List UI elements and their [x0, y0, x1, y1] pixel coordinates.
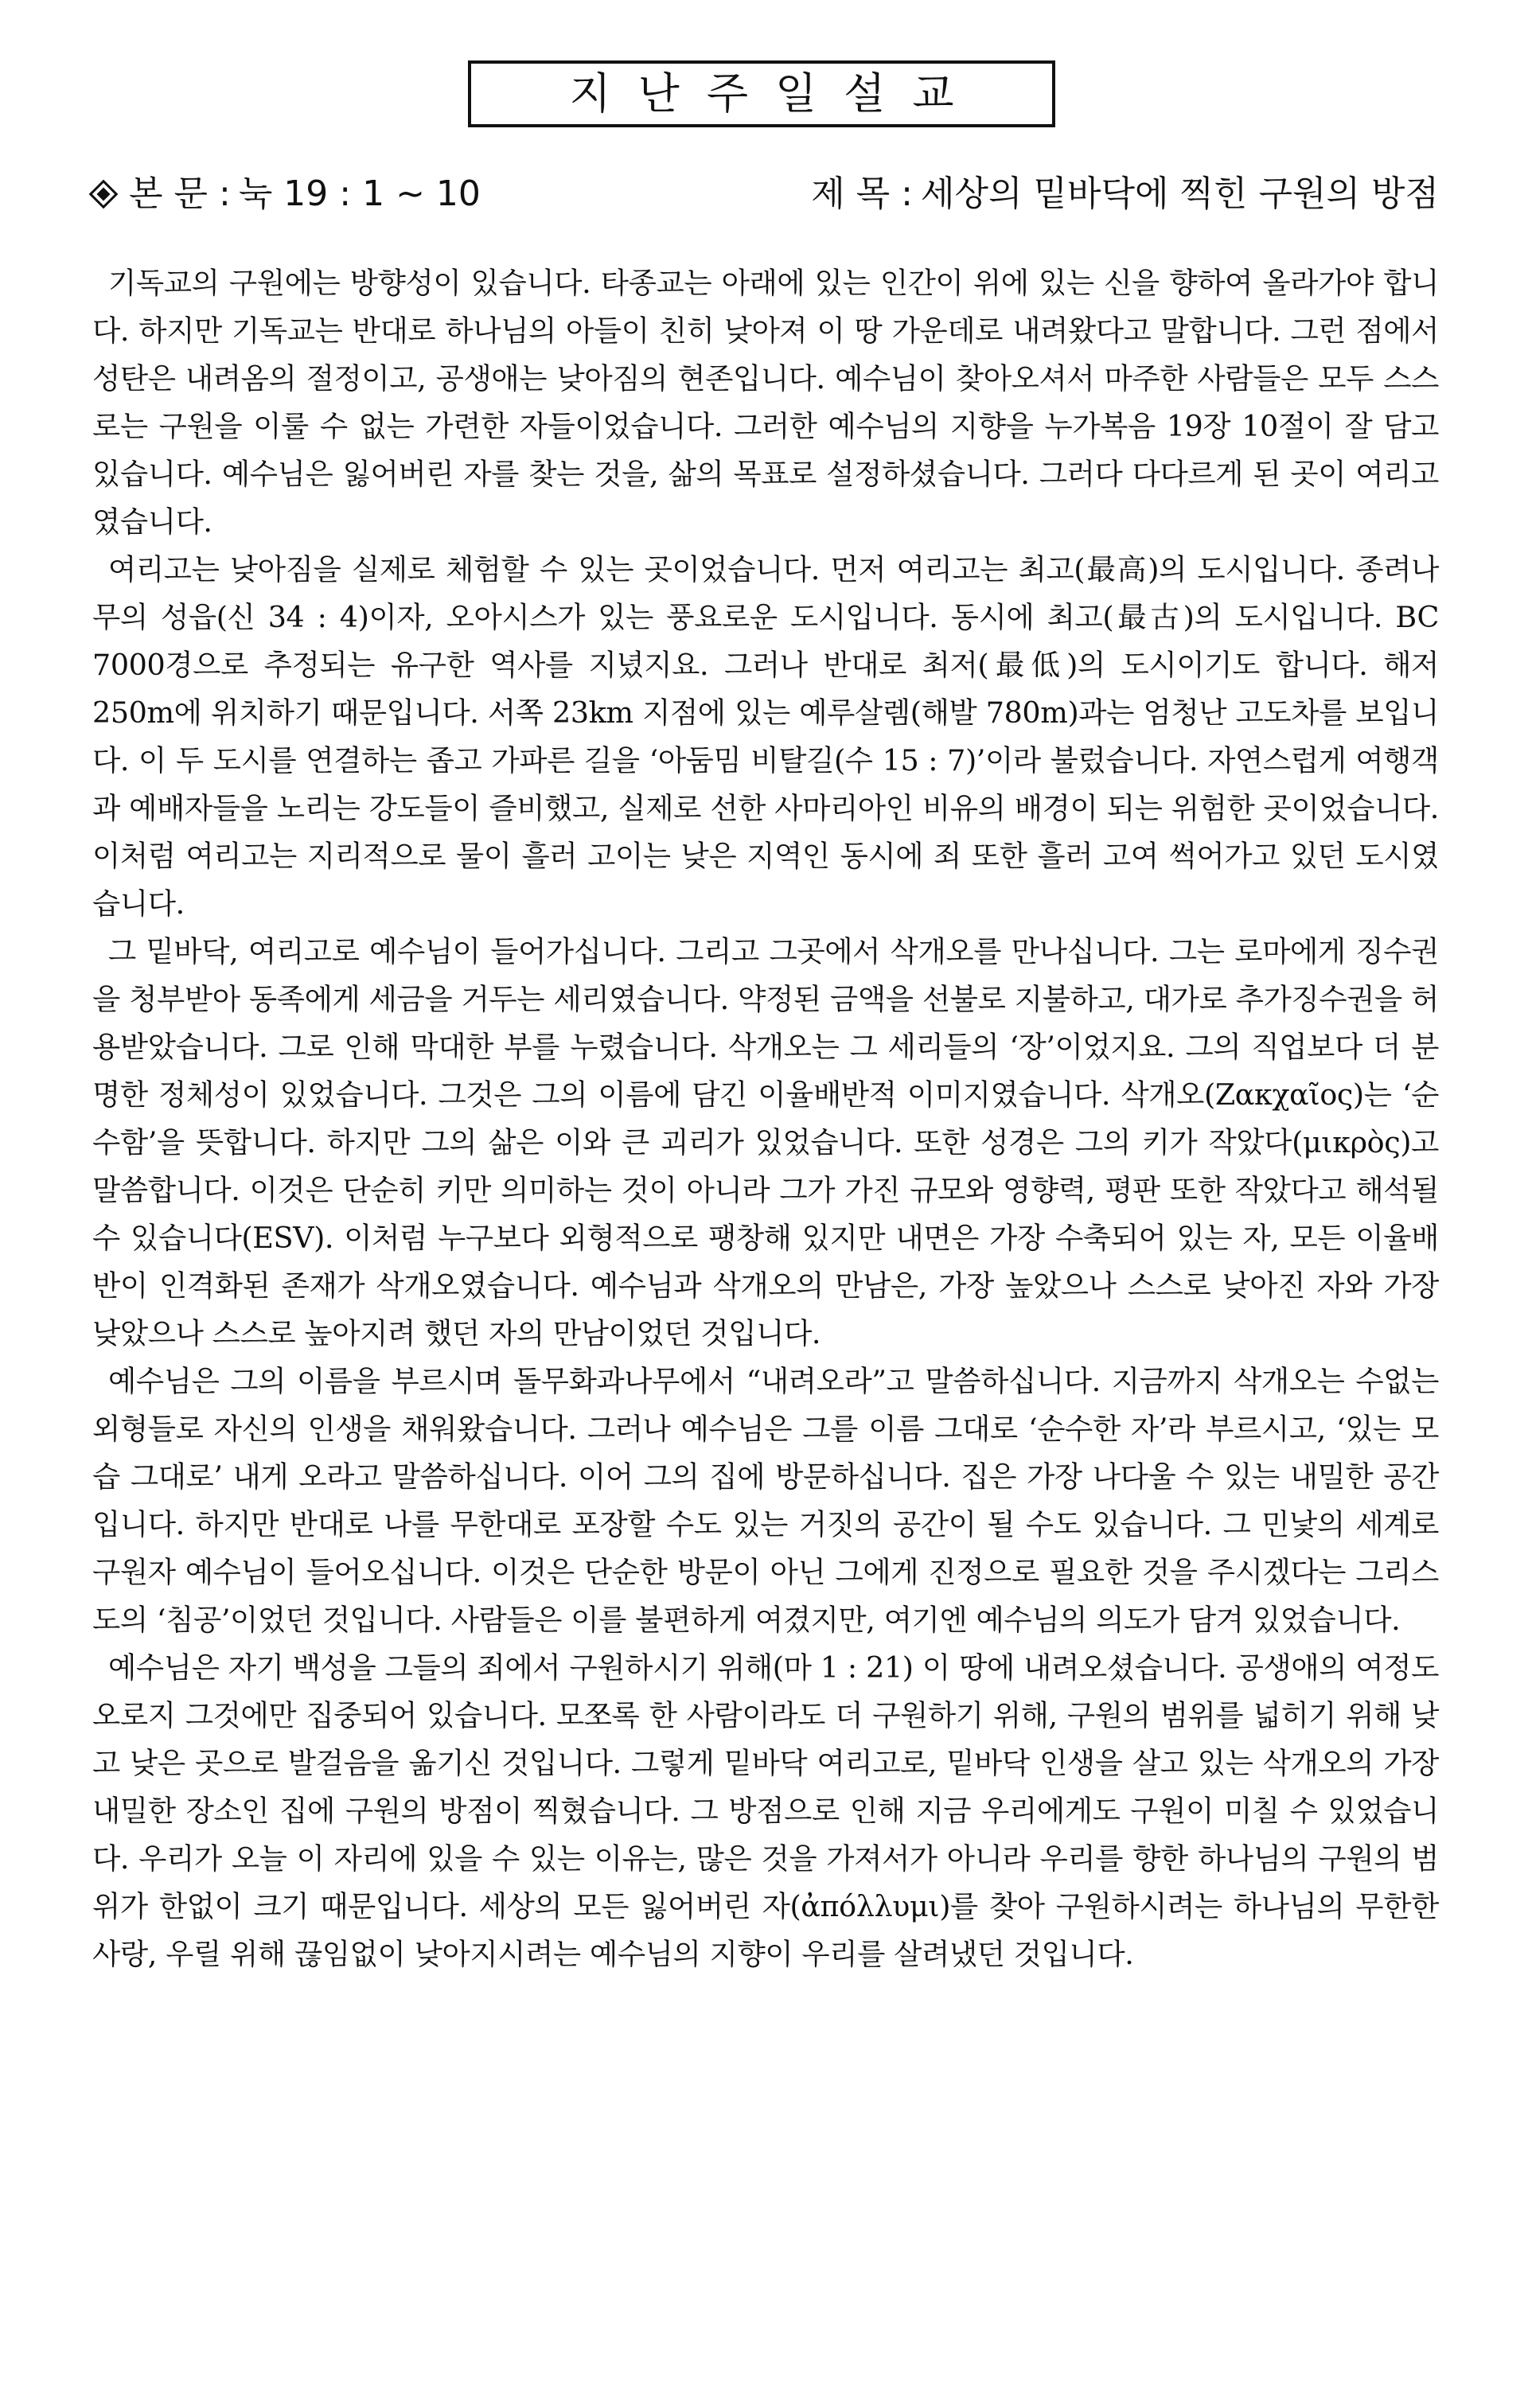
section-title-box [468, 60, 1055, 127]
scripture-label: 본 문 : [129, 173, 231, 214]
sermon-title-info [811, 173, 1439, 214]
sermon-paragraph: 기독교의 구원에는 방향성이 있습니다. 타종교는 아래에 있는 인간이 위에 있는 신을 향하여 올라가야 합니다. 하지만 기독교는 반대로 하나님의 아들이 친히 낮아져 이 땅 가운데로 내려왔다고 말합니다. 그런 점에서 성탄은 내려옴의 절정이고, 공생애는 낮아짐의 현존입니다. 예수님이 찾아오셔서 마주한 사람들은 모두 스스로는 구원을 이룰 수 없는 가련한 자들이었습니다. 그러한 예수님의 지향을 누가복음 19장 10절이 잘 담고 있습니다. 예수님은 잃어버린 자를 찾는 것을, 삶의 목표로 설정하셨습니다. 그러다 다다르게 된 곳이 여리고였습니다. [92, 266, 1439, 539]
scripture-info [89, 173, 481, 214]
scripture-reference: 눅 19 : 1 ~ 10 [238, 173, 481, 214]
subject-label: 제 목 : [811, 173, 913, 214]
sermon-meta-row [89, 169, 1439, 220]
sermon-body [92, 259, 1439, 1978]
sermon-subject: 세상의 밑바닥에 찍힌 구원의 방점 [921, 173, 1439, 214]
diamond-bullet-icon [89, 180, 118, 208]
sermon-paragraph: 예수님은 그의 이름을 부르시며 돌무화과나무에서 “내려오라”고 말씀하십니다. 지금까지 삭개오는 수없는 외형들로 자신의 인생을 채워왔습니다. 그러나 예수님은 그를 이름 그대로 ‘순수한 자’라 부르시고, ‘있는 모습 그대로’ 내게 오라고 말씀하십니다. 이어 그의 집에 방문하십니다. 집은 가장 나다울 수 있는 내밀한 공간입니다. 하지만 반대로 나를 무한대로 포장할 수도 있는 거짓의 공간이 될 수도 있습니다. 그 민낯의 세계로 구원자 예수님이 들어오십니다. 이것은 단순한 방문이 아닌 그에게 진정으로 필요한 것을 주시겠다는 그리스도의 ‘침공’이었던 것입니다. 사람들은 이를 불편하게 여겼지만, 여기엔 예수님의 의도가 담겨 있었습니다. [92, 1364, 1439, 1637]
section-title: 지난주일설교 [569, 68, 981, 119]
sermon-paragraph: 그 밑바닥, 여리고로 예수님이 들어가십니다. 그리고 그곳에서 삭개오를 만나십니다. 그는 로마에게 징수권을 청부받아 동족에게 세금을 거두는 세리였습니다. 약정된 금액을 선불로 지불하고, 대가로 추가징수권을 허용받았습니다. 그로 인해 막대한 부를 누렸습니다. 삭개오는 그 세리들의 ‘장’이었지요. 그의 직업보다 더 분명한 정체성이 있었습니다. 그것은 그의 이름에 담긴 이율배반적 이미지였습니다. 삭개오(Ζακχαῖος)는 ‘순수함’을 뜻합니다. 하지만 그의 삶은 이와 큰 괴리가 있었습니다. 또한 성경은 그의 키가 작았다(μικρὸς)고 말씀합니다. 이것은 단순히 키만 의미하는 것이 아니라 그가 가진 규모와 영향력, 평판 또한 작았다고 해석될 수 있습니다(ESV). 이처럼 누구보다 외형적으로 팽창해 있지만 내면은 가장 수축되어 있는 자, 모든 이율배반이 인격화된 존재가 삭개오였습니다. 예수님과 삭개오의 만남은, 가장 높았으나 스스로 낮아진 자와 가장 낮았으나 스스로 높아지려 했던 자의 만남이었던 것입니다. [92, 934, 1439, 1350]
sermon-paragraph: 예수님은 자기 백성을 그들의 죄에서 구원하시기 위해(마 1 : 21) 이 땅에 내려오셨습니다. 공생애의 여정도 오로지 그것에만 집중되어 있습니다. 모쪼록 한 사람이라도 더 구원하기 위해, 구원의 범위를 넓히기 위해 낮고 낮은 곳으로 발걸음을 옮기신 것입니다. 그렇게 밑바닥 여리고로, 밑바닥 인생을 살고 있는 삭개오의 가장 내밀한 장소인 집에 구원의 방점이 찍혔습니다. 그 방점으로 인해 지금 우리에게도 구원이 미칠 수 있었습니다. 우리가 오늘 이 자리에 있을 수 있는 이유는, 많은 것을 가져서가 아니라 우리를 향한 하나님의 구원의 범위가 한없이 크기 때문입니다. 세상의 모든 잃어버린 자(ἀπόλλυμι)를 찾아 구원하시려는 하나님의 무한한 사랑, 우릴 위해 끊임없이 낮아지시려는 예수님의 지향이 우리를 살려냈던 것입니다. [92, 1650, 1439, 1971]
sermon-paragraph: 여리고는 낮아짐을 실제로 체험할 수 있는 곳이었습니다. 먼저 여리고는 최고(最高)의 도시입니다. 종려나무의 성읍(신 34 : 4)이자, 오아시스가 있는 풍요로운 도시입니다. 동시에 최고(最古)의 도시입니다. BC 7000경으로 추정되는 유구한 역사를 지녔지요. 그러나 반대로 최저(最低)의 도시이기도 합니다. 해저 250m에 위치하기 때문입니다. 서쪽 23km 지점에 있는 예루살렘(해발 780m)과는 엄청난 고도차를 보입니다. 이 두 도시를 연결하는 좁고 가파른 길을 ‘아둠밈 비탈길(수 15 : 7)’이라 불렀습니다. 자연스럽게 여행객과 예배자들을 노리는 강도들이 즐비했고, 실제로 선한 사마리아인 비유의 배경이 되는 위험한 곳이었습니다. 이처럼 여리고는 지리적으로 물이 흘러 고이는 낮은 지역인 동시에 죄 또한 흘러 고여 썩어가고 있던 도시였습니다. [92, 552, 1439, 921]
